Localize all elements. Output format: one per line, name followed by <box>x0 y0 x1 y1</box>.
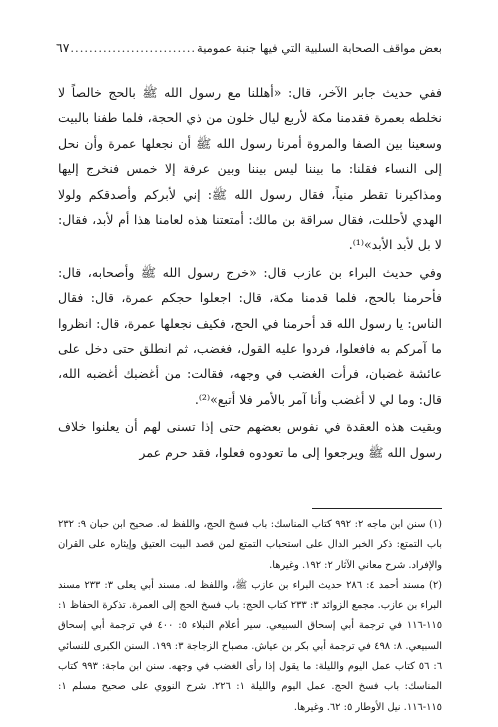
footnote-1: (١) سنن ابن ماجه ٢: ٩٩٢ كتاب المناسك: باب فسخ الحج، واللفظ له. صحيح ابن حبان ٩: ٢٣٢ باب التمتع: ذكر الخبر الدال على استحباب التمتع لمن قصد البيت العتيق وإيثاره على القران والإفراد. شرح معاني الآثار ٢: ١٩٢. وغيرها. <box>58 519 442 571</box>
running-header <box>56 40 442 60</box>
paragraph-jabir-hadith: ففي حديث جابر الآخر، قال: «أهللنا مع رسول الله ﷺ بالحج خالصاً لا نخلطه بعمرة فقدمنا مكة لأربع ليال خلون من ذي الحجة، فلما طفنا بالبيت وسعينا بين الصفا والمروة أمرنا رسول الله ﷺ أن نجعلها عمرة وأن نحل إلى النساء فقلنا: ما بيننا ليس بيننا وبين عرفة إلا خمس فنخرج إليها ومذاكيرنا تقطر منياً، فقال رسول الله ﷺ: إني لأبركم وأصدقكم ولولا الهدي لأحللت، فقال سراقة بن مالك: أمتعتنا هذه لعامنا هذا أم لأبد، فقال: لا بل لأبد الأبد»⁽¹⁾. <box>58 85 442 253</box>
main-text <box>58 80 442 465</box>
footnote-2: (٢) مسند أحمد ٤: ٢٨٦ حديث البراء بن عازب ﷺ، واللفظ له. مسند أبي يعلى ٣: ٢٣٣ مسند البراء بن عازب. مجمع الزوائد ٣: ٢٣٣ كتاب الحج: باب فسخ الحج إلى العمرة. تذكرة الحفاظ ١: ١١٥-١١٦ في ترجمة أبي إسحاق السبيعي. سير أعلام النبلاء ٥: ٤٠٠ في ترجمة أبي إسحاق السبيعي. ٨: ٤٩٨ في ترجمة أبي بكر بن عياش. مصباح الزجاجة ٣: ١٩٩. السنن الكبرى للنسائي ٦: ٥٦ كتاب عمل اليوم والليلة: ما يقول إذا رأى الغضب في وجهه. سنن ابن ماجة: ٩٩٣ كتاب المناسك: باب فسخ الحج. عمل اليوم والليلة ١: ٢٢٦. شرح النووي على صحيح مسلم ١: ١١٥-١١٦. نيل الأوطار ٥: ٦٢. وغيرها. <box>58 579 443 713</box>
footnotes <box>58 515 442 718</box>
page-number: ٦٧ <box>56 40 70 55</box>
header-title: بعض مواقف الصحابة السلبية التي فيها جنبة عمومية <box>197 41 442 55</box>
paragraph-remaining-knot: وبقيت هذه العقدة في نفوس بعضهم حتى إذا تسنى لهم أن يعلنوا خلاف رسول الله ﷺ ويرجعوا إلى ما تعودوه فعلوا، فقد حرم عمر <box>58 419 442 460</box>
paragraph-baraa-hadith: وفي حديث البراء بن عازب قال: «خرج رسول الله ﷺ وأصحابه، قال: فأحرمنا بالحج، فلما قدمنا مكة، قال: اجعلوا حجكم عمرة، قال: فقال الناس: يا رسول الله قد أحرمنا في الحج، فكيف نجعلها عمرة، قال: انظروا ما آمركم به فافعلوا، فردوا عليه القول، فغضب، ثم انطلق حتى دخل على عائشة غضبان، فرأت الغضب في وجهه، فقالت: من أغضبك أغضبه الله، قال: وما لي لا أغضب وأنا آمر بالأمر فلا أتبع»⁽²⁾. <box>58 264 442 407</box>
header-leader-dots: ........................... <box>70 41 197 55</box>
footnote-separator <box>312 508 442 509</box>
